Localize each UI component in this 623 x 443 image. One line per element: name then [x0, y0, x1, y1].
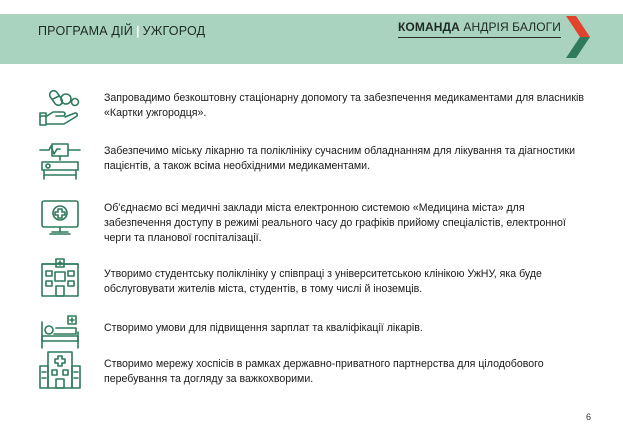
hospice-building-icon — [38, 350, 82, 390]
item-text: Утворимо студентську поліклініку у співпраці з університетською клінікою УжНУ, яка буде обслуговувати жителів міста, студентів, в тому числі й іноземців. — [104, 268, 542, 295]
clinic-building-icon — [38, 258, 82, 298]
item-text: Об'єднаємо всі медичні заклади міста електронною системою «Медицина міста» для забезпечення доступу в режимі реального часу до графіків прийому спеціалістів, електронної черги та планової госпіталізації. — [104, 202, 566, 244]
team-bold-label: КОМАНДА — [398, 20, 460, 34]
item-text: Створимо мережу хоспісів в рамках державно-приватного партнерства для цілодобового перебування та догляду за важкохворими. — [104, 358, 544, 385]
team-title — [398, 20, 561, 38]
program-label: ПРОГРАМА ДІЙ — [38, 24, 133, 38]
item-text: Забезпечимо міську лікарню та поліклініку сучасним обладнанням для лікування та діагностики пацієнтів, а також всіма необхідними медикаментами. — [104, 145, 576, 172]
hospital-bed-monitor-icon — [38, 142, 82, 182]
chevron-logo-icon — [566, 16, 590, 58]
item-text: Створимо умови для підвищення зарплат та кваліфікації лікарів. — [104, 322, 423, 334]
item-text: Запровадимо безкоштовну стаціонарну допомогу та забезпечення медикаментами для власників «Картки ужгородця». — [104, 92, 584, 119]
team-name-label: АНДРІЯ БАЛОГИ — [463, 20, 561, 34]
city-label: УЖГОРОД — [142, 24, 206, 38]
page-number: 6 — [585, 412, 591, 422]
medical-computer-icon — [38, 199, 82, 239]
medicine-hand-icon — [38, 88, 82, 128]
title-separator: | — [135, 24, 140, 38]
team-underline — [398, 37, 561, 38]
program-title — [38, 24, 205, 38]
patient-bed-icon — [38, 312, 82, 352]
